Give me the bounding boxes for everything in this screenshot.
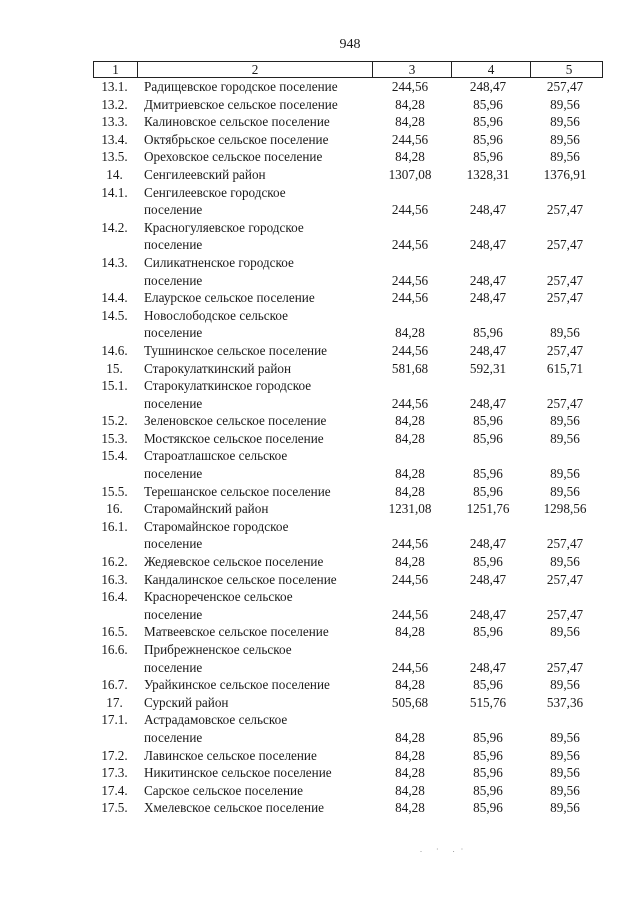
settlement-name-line: Хмелевское сельское поселение bbox=[144, 800, 325, 816]
value-col-5: 89,56 bbox=[550, 729, 580, 745]
value-col-3: 84,28 bbox=[395, 765, 425, 781]
settlement-name-line: Силикатненское городское bbox=[144, 254, 294, 270]
row-number: 15.3. bbox=[101, 430, 128, 446]
value-col-4: 248,47 bbox=[469, 202, 507, 218]
settlement-name-line: Кандалинское сельское поселение bbox=[144, 571, 337, 587]
settlement-name-line: Дмитриевское сельское поселение bbox=[144, 96, 338, 112]
settlement-name bbox=[136, 782, 371, 800]
header-col-3: 3 bbox=[372, 62, 451, 77]
row-number: 14.2. bbox=[101, 219, 128, 235]
value-col-5: 257,47 bbox=[546, 536, 584, 552]
value-col-5: 257,47 bbox=[546, 202, 584, 218]
table-row bbox=[93, 377, 603, 412]
value-col-3: 84,28 bbox=[395, 677, 425, 693]
value-col-3: 84,28 bbox=[395, 554, 425, 570]
value-col-3: 244,56 bbox=[391, 131, 429, 147]
settlement-name bbox=[136, 148, 371, 166]
settlement-name bbox=[136, 131, 371, 149]
settlement-name bbox=[136, 553, 371, 571]
value-col-5: 257,47 bbox=[546, 342, 584, 358]
settlement-name-line: Урайкинское сельское поселение bbox=[144, 677, 330, 693]
settlement-name-line: Калиновское сельское поселение bbox=[144, 114, 330, 130]
settlement-name bbox=[136, 377, 371, 412]
settlement-name-line: Радищевское городское поселение bbox=[144, 79, 338, 94]
settlement-name bbox=[136, 747, 371, 765]
settlement-name-line: Староатлашское сельское bbox=[144, 448, 288, 464]
header-col-2: 2 bbox=[137, 62, 372, 77]
table-row bbox=[93, 518, 603, 553]
value-col-3: 244,56 bbox=[391, 395, 429, 411]
value-col-4: 85,96 bbox=[473, 554, 503, 570]
value-col-3: 244,56 bbox=[391, 536, 429, 552]
settlement-name-line: Мостякское сельское поселение bbox=[144, 430, 324, 446]
table-row bbox=[93, 747, 603, 765]
value-col-4: 248,47 bbox=[469, 342, 507, 358]
table-row bbox=[93, 588, 603, 623]
value-col-4: 248,47 bbox=[469, 272, 507, 288]
value-col-5: 89,56 bbox=[550, 747, 580, 763]
settlement-name bbox=[136, 96, 371, 114]
settlement-name-line: Ореховское сельское поселение bbox=[144, 149, 323, 165]
value-col-4: 85,96 bbox=[473, 747, 503, 763]
settlement-name-line: поселение bbox=[144, 536, 203, 552]
row-number: 14.5. bbox=[101, 307, 128, 323]
value-col-3: 84,28 bbox=[395, 466, 425, 482]
settlement-name-line: поселение bbox=[144, 272, 203, 288]
settlement-name bbox=[136, 500, 371, 518]
settlement-name-line: поселение bbox=[144, 659, 203, 675]
settlement-name-line: Лавинское сельское поселение bbox=[144, 747, 317, 763]
value-col-4: 248,47 bbox=[469, 571, 507, 587]
value-col-4: 85,96 bbox=[473, 677, 503, 693]
table-row bbox=[93, 342, 603, 360]
value-col-5: 89,56 bbox=[550, 131, 580, 147]
settlement-name-line: Сенгилеевский район bbox=[144, 166, 266, 182]
table-row bbox=[93, 500, 603, 518]
row-number: 17.1. bbox=[101, 712, 128, 728]
row-number: 16.5. bbox=[101, 624, 128, 640]
settlement-name-line: поселение bbox=[144, 395, 203, 411]
settlement-name bbox=[136, 641, 371, 676]
value-col-5: 89,56 bbox=[550, 800, 580, 816]
table-row bbox=[93, 711, 603, 746]
settlement-name bbox=[136, 483, 371, 501]
value-col-5: 89,56 bbox=[550, 554, 580, 570]
value-col-3: 1307,08 bbox=[388, 166, 432, 182]
settlement-name-line: поселение bbox=[144, 237, 203, 253]
settlement-name bbox=[136, 711, 371, 746]
settlement-name-line: Никитинское сельское поселение bbox=[144, 765, 332, 781]
value-col-4: 85,96 bbox=[473, 430, 503, 446]
settlement-name bbox=[136, 219, 371, 254]
header-col-4: 4 bbox=[451, 62, 530, 77]
value-col-5: 1298,56 bbox=[543, 501, 587, 517]
table-row bbox=[93, 131, 603, 149]
table-row bbox=[93, 430, 603, 448]
value-col-5: 89,56 bbox=[550, 430, 580, 446]
table-row bbox=[93, 553, 603, 571]
settlement-name bbox=[136, 588, 371, 623]
table-row bbox=[93, 623, 603, 641]
value-col-4: 85,96 bbox=[473, 131, 503, 147]
value-col-5: 615,71 bbox=[546, 360, 584, 376]
settlement-name-line: поселение bbox=[144, 202, 203, 218]
table-row bbox=[93, 764, 603, 782]
value-col-3: 84,28 bbox=[395, 747, 425, 763]
row-number: 14.6. bbox=[101, 342, 128, 358]
value-col-3: 84,28 bbox=[395, 114, 425, 130]
settlement-name bbox=[136, 113, 371, 131]
table-row bbox=[93, 360, 603, 378]
value-col-3: 84,28 bbox=[395, 413, 425, 429]
settlement-name bbox=[136, 254, 371, 289]
row-number: 17. bbox=[106, 694, 123, 710]
value-col-4: 85,96 bbox=[473, 624, 503, 640]
row-number: 15.5. bbox=[101, 483, 128, 499]
value-col-5: 89,56 bbox=[550, 325, 580, 341]
settlement-name-line: Старомайнский район bbox=[144, 501, 269, 517]
settlement-name-line: Краснореченское сельское bbox=[144, 589, 293, 605]
value-col-5: 537,36 bbox=[546, 694, 584, 710]
value-col-4: 515,76 bbox=[469, 694, 507, 710]
value-col-5: 89,56 bbox=[550, 96, 580, 112]
value-col-4: 1251,76 bbox=[466, 501, 510, 517]
value-col-3: 84,28 bbox=[395, 782, 425, 798]
value-col-4: 248,47 bbox=[469, 290, 507, 306]
value-col-4: 85,96 bbox=[473, 413, 503, 429]
settlement-name bbox=[136, 623, 371, 641]
value-col-4: 248,47 bbox=[469, 606, 507, 622]
row-number: 14.4. bbox=[101, 290, 128, 306]
value-col-3: 84,28 bbox=[395, 149, 425, 165]
table-row bbox=[93, 254, 603, 289]
table-row bbox=[93, 307, 603, 342]
settlement-name-line: Старокулаткинский район bbox=[144, 360, 292, 376]
row-number: 17.2. bbox=[101, 747, 128, 763]
settlement-name bbox=[136, 518, 371, 553]
value-col-5: 257,47 bbox=[546, 659, 584, 675]
settlement-name bbox=[136, 166, 371, 184]
value-col-5: 89,56 bbox=[550, 624, 580, 640]
value-col-4: 85,96 bbox=[473, 483, 503, 499]
settlement-name-line: Матвеевское сельское поселение bbox=[144, 624, 329, 640]
table-row bbox=[93, 219, 603, 254]
row-number: 16.3. bbox=[101, 571, 128, 587]
settlement-name bbox=[136, 307, 371, 342]
settlement-name-line: Октябрьское сельское поселение bbox=[144, 131, 329, 147]
value-col-5: 89,56 bbox=[550, 677, 580, 693]
value-col-4: 85,96 bbox=[473, 325, 503, 341]
value-col-5: 89,56 bbox=[550, 782, 580, 798]
value-col-3: 244,56 bbox=[391, 79, 429, 94]
settlement-name-line: Старокулаткинское городское bbox=[144, 378, 312, 394]
settlement-name bbox=[136, 412, 371, 430]
settlement-name-line: Новослободское сельское bbox=[144, 307, 288, 323]
row-number: 15.4. bbox=[101, 448, 128, 464]
value-col-5: 257,47 bbox=[546, 290, 584, 306]
settlement-name-line: Красногуляевское городское bbox=[144, 219, 304, 235]
value-col-4: 85,96 bbox=[473, 782, 503, 798]
value-col-4: 85,96 bbox=[473, 96, 503, 112]
value-col-3: 244,56 bbox=[391, 659, 429, 675]
page-number: 948 bbox=[339, 37, 361, 52]
settlement-name bbox=[136, 78, 371, 96]
table-row bbox=[93, 447, 603, 482]
settlement-name bbox=[136, 799, 371, 817]
value-col-4: 85,96 bbox=[473, 149, 503, 165]
settlement-name-line: Прибрежненское сельское bbox=[144, 642, 292, 657]
table-row bbox=[93, 289, 603, 307]
row-number: 15. bbox=[106, 360, 123, 376]
settlement-name-line: Елаурское сельское поселение bbox=[144, 290, 315, 306]
value-col-5: 89,56 bbox=[550, 466, 580, 482]
table-row bbox=[93, 412, 603, 430]
settlement-name-line: поселение bbox=[144, 325, 203, 341]
value-col-4: 85,96 bbox=[473, 466, 503, 482]
value-col-3: 244,56 bbox=[391, 202, 429, 218]
settlement-name bbox=[136, 571, 371, 589]
value-col-3: 244,56 bbox=[391, 290, 429, 306]
settlement-name bbox=[136, 447, 371, 482]
row-number: 16.2. bbox=[101, 554, 128, 570]
row-number: 14.1. bbox=[101, 184, 128, 200]
settlement-name-line: Зеленовское сельское поселение bbox=[144, 413, 327, 429]
value-col-3: 84,28 bbox=[395, 800, 425, 816]
settlement-name-line: Сарское сельское поселение bbox=[144, 782, 303, 798]
value-col-4: 248,47 bbox=[469, 237, 507, 253]
value-col-4: 85,96 bbox=[473, 114, 503, 130]
settlement-name-line: Сенгилеевское городское bbox=[144, 184, 286, 200]
value-col-4: 1328,31 bbox=[466, 166, 510, 182]
settlement-name bbox=[136, 360, 371, 378]
value-col-4: 592,31 bbox=[469, 360, 507, 376]
settlement-name-line: поселение bbox=[144, 729, 203, 745]
settlement-name-line: Астрадамовское сельское bbox=[144, 712, 288, 728]
settlement-name bbox=[136, 430, 371, 448]
table-row bbox=[93, 571, 603, 589]
row-number: 13.5. bbox=[101, 149, 128, 165]
value-col-5: 257,47 bbox=[546, 237, 584, 253]
value-col-4: 248,47 bbox=[469, 395, 507, 411]
value-col-5: 257,47 bbox=[546, 571, 584, 587]
value-col-4: 85,96 bbox=[473, 765, 503, 781]
value-col-3: 244,56 bbox=[391, 571, 429, 587]
row-number: 13.4. bbox=[101, 131, 128, 147]
settlement-name-line: поселение bbox=[144, 606, 203, 622]
row-number: 15.1. bbox=[101, 378, 128, 394]
row-number: 14.3. bbox=[101, 254, 128, 270]
table-row bbox=[93, 799, 603, 817]
table-row bbox=[93, 148, 603, 166]
settlement-name-line: Тушнинское сельское поселение bbox=[144, 342, 328, 358]
value-col-4: 85,96 bbox=[473, 729, 503, 745]
value-col-3: 505,68 bbox=[391, 694, 429, 710]
table-row bbox=[93, 166, 603, 184]
settlement-name bbox=[136, 342, 371, 360]
settlements-table bbox=[93, 61, 603, 817]
value-col-3: 84,28 bbox=[395, 729, 425, 745]
table-row bbox=[93, 113, 603, 131]
table-header bbox=[93, 61, 603, 78]
value-col-5: 89,56 bbox=[550, 149, 580, 165]
value-col-4: 248,47 bbox=[469, 659, 507, 675]
value-col-3: 84,28 bbox=[395, 325, 425, 341]
value-col-5: 257,47 bbox=[546, 395, 584, 411]
table-row bbox=[93, 78, 603, 96]
row-number: 17.5. bbox=[101, 800, 128, 816]
value-col-5: 257,47 bbox=[546, 272, 584, 288]
value-col-5: 257,47 bbox=[546, 606, 584, 622]
row-number: 16.6. bbox=[101, 642, 128, 657]
row-number: 13.2. bbox=[101, 96, 128, 112]
value-col-3: 84,28 bbox=[395, 430, 425, 446]
row-number: 16.7. bbox=[101, 677, 128, 693]
value-col-4: 248,47 bbox=[469, 79, 507, 94]
value-col-4: 85,96 bbox=[473, 800, 503, 816]
value-col-3: 1231,08 bbox=[388, 501, 432, 517]
table-row bbox=[93, 676, 603, 694]
table-row bbox=[93, 96, 603, 114]
row-number: 16. bbox=[106, 501, 123, 517]
table-row bbox=[93, 184, 603, 219]
row-number: 14. bbox=[106, 166, 123, 182]
scan-marks: . · .· bbox=[420, 845, 470, 854]
row-number: 17.4. bbox=[101, 782, 128, 798]
value-col-5: 89,56 bbox=[550, 483, 580, 499]
value-col-3: 581,68 bbox=[391, 360, 429, 376]
settlement-name-line: Старомайнское городское bbox=[144, 518, 289, 534]
row-number: 13.1. bbox=[101, 79, 128, 94]
value-col-3: 244,56 bbox=[391, 606, 429, 622]
value-col-5: 89,56 bbox=[550, 413, 580, 429]
settlement-name bbox=[136, 676, 371, 694]
table-row bbox=[93, 483, 603, 501]
row-number: 15.2. bbox=[101, 413, 128, 429]
table-row bbox=[93, 641, 603, 676]
settlement-name-line: поселение bbox=[144, 466, 203, 482]
value-col-4: 248,47 bbox=[469, 536, 507, 552]
settlement-name-line: Жедяевское сельское поселение bbox=[144, 554, 324, 570]
value-col-5: 1376,91 bbox=[543, 166, 587, 182]
settlement-name bbox=[136, 184, 371, 219]
value-col-3: 84,28 bbox=[395, 96, 425, 112]
row-number: 16.4. bbox=[101, 589, 128, 605]
value-col-3: 84,28 bbox=[395, 624, 425, 640]
value-col-5: 257,47 bbox=[546, 79, 584, 94]
settlement-name bbox=[136, 289, 371, 307]
settlement-name bbox=[136, 694, 371, 712]
settlement-name-line: Сурский район bbox=[144, 694, 229, 710]
row-number: 16.1. bbox=[101, 518, 128, 534]
table-row bbox=[93, 694, 603, 712]
value-col-5: 89,56 bbox=[550, 114, 580, 130]
table-body bbox=[93, 78, 603, 817]
value-col-3: 84,28 bbox=[395, 483, 425, 499]
settlement-name bbox=[136, 764, 371, 782]
row-number: 17.3. bbox=[101, 765, 128, 781]
row-number: 13.3. bbox=[101, 114, 128, 130]
header-col-5: 5 bbox=[530, 62, 607, 77]
header-col-1: 1 bbox=[112, 62, 119, 77]
settlement-name-line: Терешанское сельское поселение bbox=[144, 483, 331, 499]
value-col-3: 244,56 bbox=[391, 272, 429, 288]
table-row bbox=[93, 782, 603, 800]
value-col-3: 244,56 bbox=[391, 237, 429, 253]
value-col-3: 244,56 bbox=[391, 342, 429, 358]
value-col-5: 89,56 bbox=[550, 765, 580, 781]
